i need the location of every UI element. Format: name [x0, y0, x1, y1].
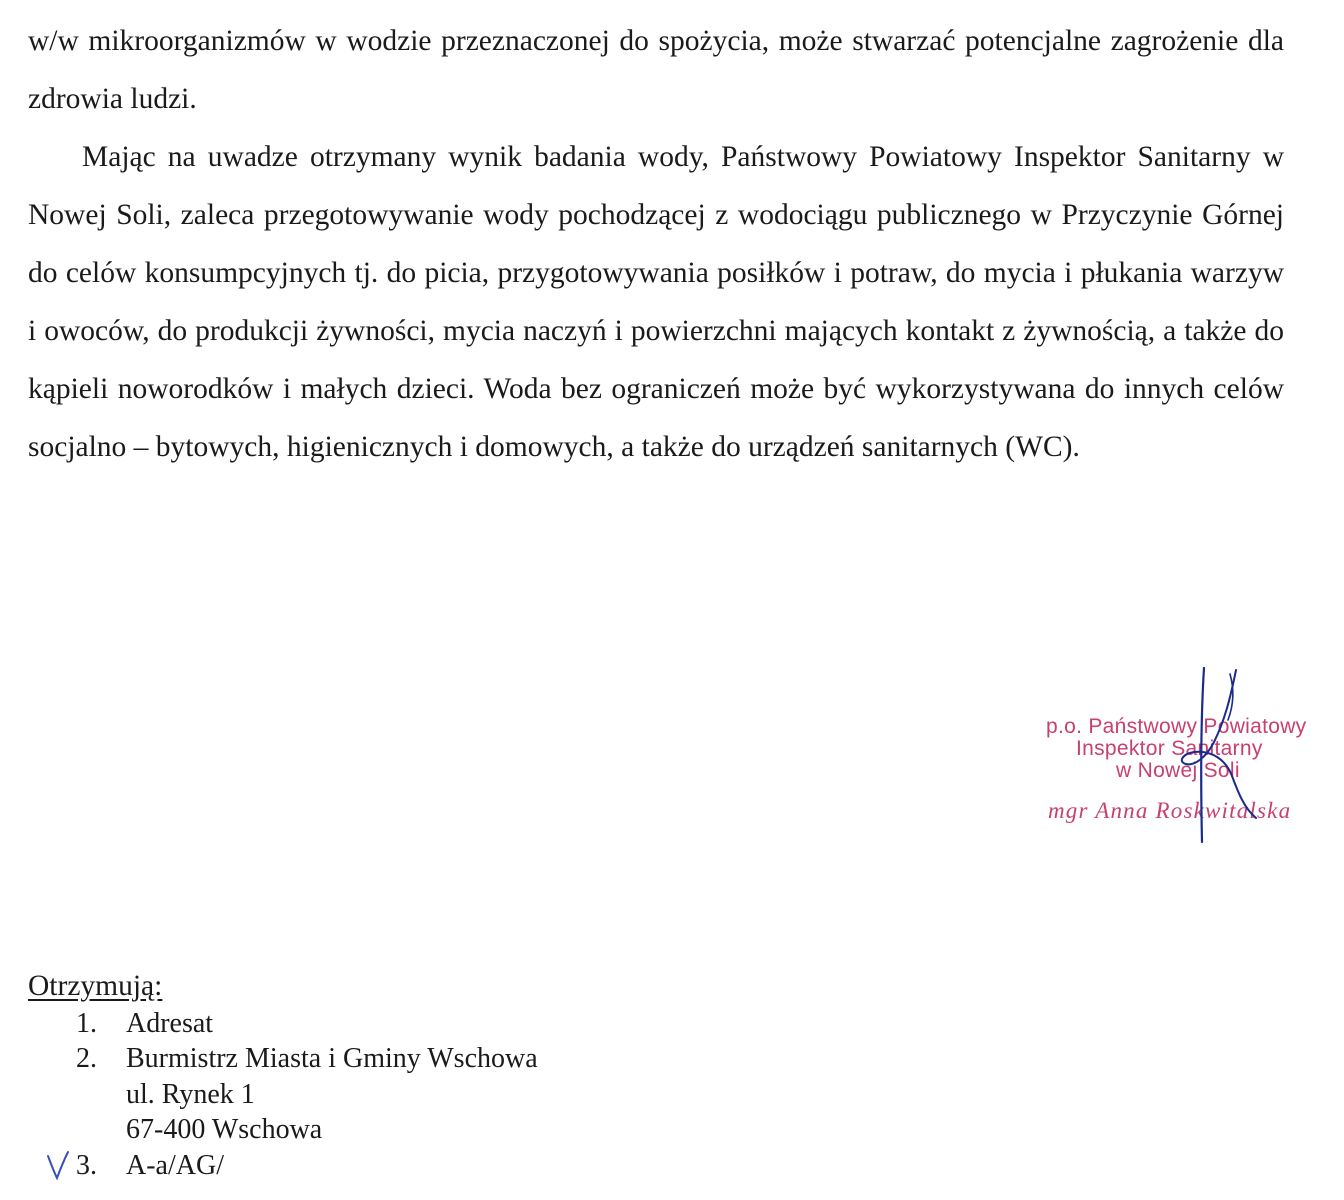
recipients-heading: Otrzymują: — [28, 970, 163, 1002]
recipient-text: Burmistrz Miasta i Gminy Wschowa — [126, 1043, 538, 1074]
recipient-number: 1. — [76, 1008, 97, 1039]
recipient-text: Adresat — [126, 1008, 214, 1039]
recipient-text: ul. Rynek 1 — [126, 1079, 255, 1110]
stamp-line-3: w Nowej Soli — [1116, 759, 1240, 782]
stamp-line-2: Inspektor Sanitarny — [1076, 737, 1263, 760]
handwritten-signature — [1160, 660, 1260, 850]
check-mark-icon — [46, 1150, 70, 1180]
paragraph-2: Mając na uwadze otrzymany wynik badania wody, Państwowy Powiatowy Inspektor Sanitarny w Nowej Soli, zaleca przegotowywanie wody pochodzącej z wodociągu publicznego w Przyczynie Górnej do celów konsumpcyjnych tj. do picia, przygotowywania posiłków i potraw, do mycia i płukania warzyw i owoców, do produkcji żywności, mycia naczyń i powierzchni mających kontakt z żywnością, a także do kąpieli noworodków i małych dzieci. Woda bez ograniczeń może być wykorzystywana do innych celów socjalno – bytowych, higienicznych i domowych, a także do urządzeń sanitarnych (WC). — [28, 141, 1284, 463]
stamp-signatory-name: mgr Anna Roskwitalska — [1048, 798, 1292, 823]
recipient-number: 2. — [76, 1043, 97, 1074]
paragraph-1: w/w mikroorganizmów w wodzie przeznaczonej do spożycia, może stwarzać potencjalne zagrożenie dla zdrowia ludzi. — [28, 25, 1284, 115]
recipient-number: 3. — [76, 1150, 97, 1181]
stamp-line-1: p.o. Państwowy Powiatowy — [1046, 715, 1307, 738]
recipient-text: A-a/AG/ — [126, 1150, 224, 1181]
recipient-text: 67-400 Wschowa — [126, 1114, 323, 1145]
